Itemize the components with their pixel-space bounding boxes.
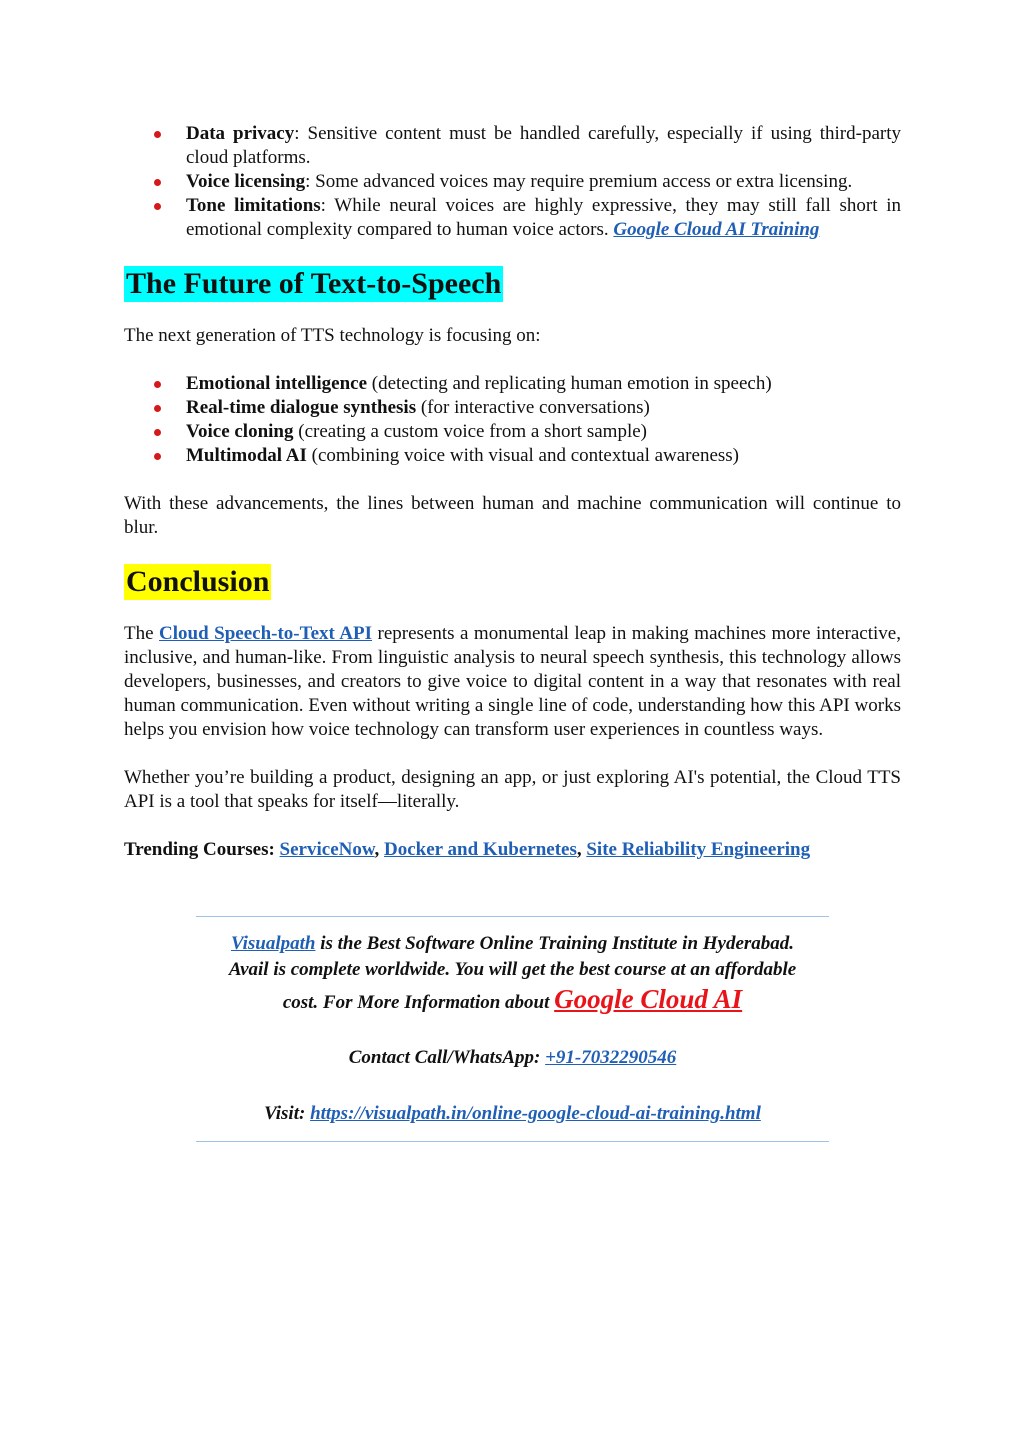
promo-footer xyxy=(196,916,829,1142)
conclusion-heading: Conclusion xyxy=(126,565,270,598)
visit-line: Visit: https://visualpath.in/online-google-cloud-ai-training.html xyxy=(264,1103,761,1124)
google-cloud-ai-link[interactable]: Google Cloud AI xyxy=(554,984,743,1014)
description: (detecting and replicating human emotion in speech) xyxy=(367,373,772,394)
description: (creating a custom voice from a short sample) xyxy=(293,421,647,442)
term: Voice licensing xyxy=(186,171,306,192)
challenges-list xyxy=(124,122,901,242)
course-link-servicenow[interactable]: ServiceNow xyxy=(279,839,375,860)
list-item xyxy=(124,122,901,170)
visualpath-link[interactable]: Visualpath xyxy=(230,933,316,954)
term: Data privacy xyxy=(186,123,295,144)
course-link-docker-kubernetes[interactable]: Docker and Kubernetes xyxy=(384,839,577,860)
future-heading: The Future of Text-to-Speech xyxy=(126,267,502,300)
description: : Sensitive content must be handled carefully, especially if using third-party cloud platforms. xyxy=(186,123,901,168)
description: (combining voice with visual and contextual awareness) xyxy=(306,445,739,466)
promo-text: Visualpath is the Best Software Online Training Institute in Hyderabad. Avail is complete worldwide. You will get the best course at an affordable cost. For More Information about Google Cloud AI xyxy=(228,933,797,1014)
document-body xyxy=(124,122,901,862)
list-item xyxy=(124,444,901,468)
term: Emotional intelligence xyxy=(186,373,368,394)
divider xyxy=(196,916,829,917)
term: Voice cloning xyxy=(186,421,294,442)
list-item xyxy=(124,372,901,396)
trending-label: Trending Courses: xyxy=(124,839,280,860)
list-item xyxy=(124,194,901,242)
course-link-sre[interactable]: Site Reliability Engineering xyxy=(586,839,811,860)
cloud-speech-to-text-api-link[interactable]: Cloud Speech-to-Text API xyxy=(159,623,372,644)
bullet-icon xyxy=(154,203,161,210)
divider xyxy=(196,1141,829,1142)
future-list xyxy=(124,372,901,468)
bullet-icon xyxy=(154,429,161,436)
term: Tone limitations xyxy=(186,195,321,216)
future-intro: The next generation of TTS technology is focusing on: xyxy=(124,325,541,346)
conclusion-paragraph-2: Whether you’re building a product, designing an app, or just exploring AI's potential, the Cloud TTS API is a tool that speaks for itself—literally. xyxy=(124,767,901,812)
website-link[interactable]: https://visualpath.in/online-google-cloud-ai-training.html xyxy=(310,1103,761,1124)
bullet-icon xyxy=(154,381,161,388)
contact-line: Contact Call/WhatsApp: +91-7032290546 xyxy=(348,1047,677,1068)
bullet-icon xyxy=(154,179,161,186)
term: Real-time dialogue synthesis xyxy=(186,397,417,418)
list-item xyxy=(124,420,901,444)
google-cloud-ai-training-link[interactable]: Google Cloud AI Training xyxy=(613,219,820,240)
conclusion-paragraph: The Cloud Speech-to-Text API represents a monumental leap in making machines more interactive, inclusive, and human-like. From linguistic analysis to neural speech synthesis, this technology allows developers, businesses, and creators to give voice to digital content in a way that resonates with real human communication. Even without writing a single line of code, understanding how this API works helps you envision how voice technology can transform user experiences in countless ways. xyxy=(124,623,901,740)
description: : Some advanced voices may require premium access or extra licensing. xyxy=(305,171,853,192)
list-item xyxy=(124,170,901,194)
description: : While neural voices are highly expressive, they may still fall short in emotional complexity compared to human voice actors. xyxy=(186,195,901,240)
bullet-icon xyxy=(154,453,161,460)
description: (for interactive conversations) xyxy=(416,397,650,418)
term: Multimodal AI xyxy=(186,445,307,466)
phone-link[interactable]: +91-7032290546 xyxy=(545,1047,677,1068)
list-item xyxy=(124,396,901,420)
bullet-icon xyxy=(154,131,161,138)
future-closing: With these advancements, the lines between human and machine communication will continue to blur. xyxy=(124,493,901,538)
bullet-icon xyxy=(154,405,161,412)
trending-courses: Trending Courses: ServiceNow, Docker and Kubernetes, Site Reliability Engineering xyxy=(124,839,811,860)
